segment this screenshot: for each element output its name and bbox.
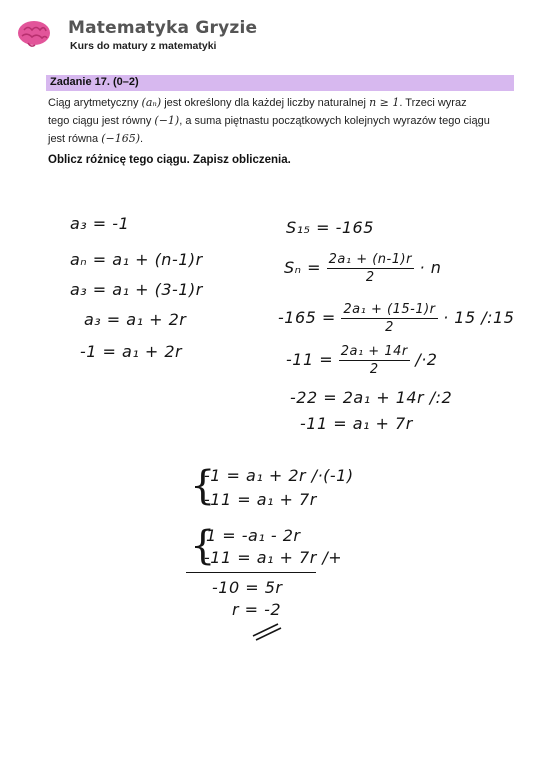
- solution-left-line-3: a₃ = a₁ + (3-1)r: [70, 280, 203, 299]
- task-label: Zadanie 17. (0–2): [50, 76, 139, 88]
- task-text-2b: , a suma piętnastu początkowych kolejnych wyrazów tego ciągu: [179, 115, 490, 127]
- solution-right-line-6: -11 = a₁ + 7r: [300, 414, 413, 433]
- task-text-3b: .: [140, 133, 144, 145]
- task-text-1a: Ciąg arytmetyczny: [48, 97, 139, 109]
- solution-right-line-2: [284, 252, 441, 285]
- sum15-fraction: [341, 302, 437, 335]
- page-header: [16, 14, 536, 58]
- system-brace-2: {: [190, 523, 216, 569]
- solution-right-line-1: S₁₅ = -165: [286, 218, 374, 237]
- solution-left-line-1: a₃ = -1: [70, 214, 130, 233]
- solution-left-line-2: aₙ = a₁ + (n-1)r: [70, 250, 203, 269]
- system-line-1: -1 = a₁ + 2r /·(-1): [204, 466, 354, 485]
- reduced-lhs: -11 =: [286, 350, 334, 369]
- task-text-3a: jest równa: [48, 133, 99, 145]
- value-sum: (−165): [101, 132, 140, 145]
- sum15-rhs: · 15 /:15: [443, 308, 515, 327]
- task-text-1c: . Trzeci wyraz: [399, 97, 467, 109]
- sum-formula-rhs: · n: [419, 258, 442, 277]
- solution-right-line-5: -22 = 2a₁ + 14r /:2: [290, 388, 453, 407]
- sum-formula-fraction: [327, 252, 414, 285]
- answer-underline-mark: [250, 620, 284, 642]
- system-result-line: -10 = 5r: [212, 578, 283, 597]
- solution-right-line-4: [286, 344, 437, 377]
- sum-formula-lhs: Sₙ =: [284, 258, 322, 277]
- reduced-denominator: 2: [369, 362, 379, 377]
- brain-logo-icon: [16, 18, 52, 50]
- sum15-lhs: -165 =: [278, 308, 336, 327]
- sum-formula-denominator: 2: [365, 270, 375, 285]
- solution-right-line-3: [278, 302, 514, 335]
- reduced-fraction: [339, 344, 410, 377]
- sequence-symbol: (aₙ): [141, 96, 162, 109]
- condition-symbol: n ≥ 1: [369, 96, 400, 109]
- brand-title: Matematyka Gryzie: [68, 18, 258, 38]
- final-answer: r = -2: [232, 600, 282, 619]
- task-text-1b: jest określony dla każdej liczby naturalnej: [164, 97, 366, 109]
- task-header-bar: [46, 75, 514, 91]
- reduced-rhs: /·2: [415, 350, 438, 369]
- sum15-denominator: 2: [385, 320, 394, 335]
- system-line-2: -11 = a₁ + 7r: [204, 490, 317, 509]
- sum-formula-numerator: 2a₁ + (n-1)r: [328, 252, 412, 267]
- system-line-4: -11 = a₁ + 7r /+: [204, 548, 343, 567]
- task-text-2a: tego ciągu jest równy: [48, 115, 152, 127]
- brand-subtitle: Kurs do matury z matematyki: [70, 40, 217, 52]
- task-instruction: Oblicz różnicę tego ciągu. Zapisz obliczenia.: [48, 154, 291, 166]
- system-brace-1: {: [190, 463, 216, 509]
- system-line-3: 1 = -a₁ - 2r: [206, 526, 301, 545]
- solution-left-line-4: a₃ = a₁ + 2r: [84, 310, 187, 329]
- sum15-numerator: 2a₁ + (15-1)r: [343, 302, 436, 317]
- solution-left-line-5: -1 = a₁ + 2r: [80, 342, 183, 361]
- value-third-term: (−1): [154, 114, 180, 127]
- task-statement: [48, 94, 516, 148]
- reduced-numerator: 2a₁ + 14r: [340, 344, 408, 359]
- sum-line: [186, 572, 316, 573]
